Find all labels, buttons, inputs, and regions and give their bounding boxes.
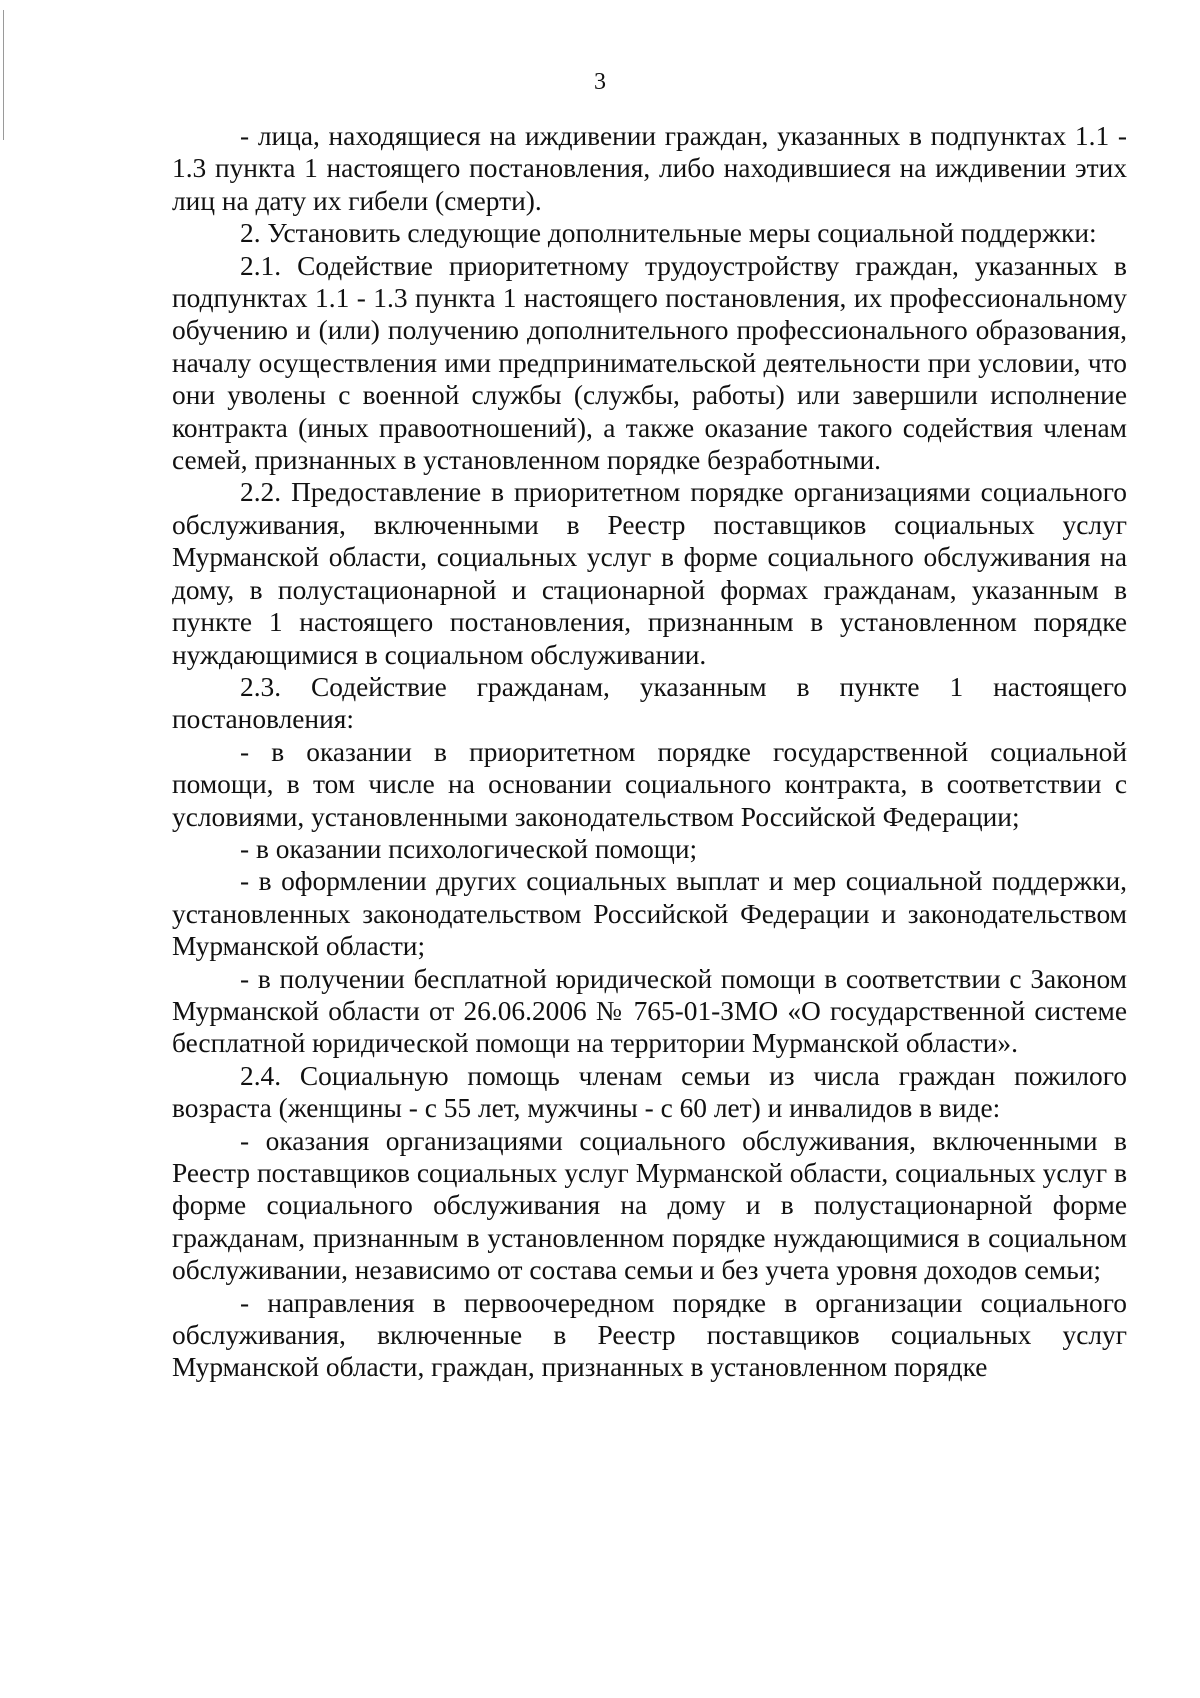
paragraph-2-1-employment: 2.1. Содействие приоритетному трудоустройству граждан, указанных в подпунктах 1.1 - 1.3 пункта 1 настоящего постановления, их профессиональному обучению и (или) получению дополнительного профессионального образования, началу осуществления ими предпринимательской деятельности при условии, что они уволены с военной службы (службы, работы) или завершили исполнение контракта (иных правоотношений), а также оказание такого содействия членам семей, признанных в установленном порядке безработными. [172, 250, 1127, 476]
paragraph-2-3-assistance: 2.3. Содействие гражданам, указанным в пункте 1 настоящего постановления: [172, 671, 1127, 735]
list-item-psychological-help: - в оказании психологической помощи; [240, 833, 698, 864]
paragraph-dependents: - лица, находящиеся на иждивении граждан, указанных в подпунктах 1.1 - 1.3 пункта 1 настоящего постановления, либо находившиеся на иждивении этих лиц на дату их гибели (смерти). [172, 121, 1127, 216]
paragraph-2-4-family-help: 2.4. Социальную помощь членам семьи из числа граждан пожилого возраста (женщины - с 55 лет, мужчины - с 60 лет) и инвалидов в виде: [172, 1060, 1127, 1124]
list-item-priority-referral: - направления в первоочередном порядке в организации социального обслуживания, включенные в Реестр поставщиков социальных услуг Мурманской области, граждан, признанных в установленном порядке [172, 1287, 1127, 1383]
list-item-home-service: - оказания организациями социального обслуживания, включенными в Реестр поставщиков социальных услуг Мурманской области, социальных услуг в форме социального обслуживания на дому и в полустационарной форме гражданам, признанным в установленном порядке нуждающимися в социальном обслуживании, независимо от состава семьи и без учета уровня доходов семьи; [172, 1125, 1127, 1286]
list-item-state-social-help: - в оказании в приоритетном порядке государственной социальной помощи, в том числе на основании социального контракта, в соответствии с условиями, установленными законодательством Российской Федерации; [172, 736, 1127, 832]
document-body [172, 120, 1127, 1384]
list-item-legal-help: - в получении бесплатной юридической помощи в соответствии с Законом Мурманской области от 26.06.2006 № 765-01-ЗМО «О государственной системе бесплатной юридической помощи на территории Мурманской области». [172, 963, 1127, 1059]
page-number: 3 [594, 69, 606, 95]
list-item-other-payments: - в оформлении других социальных выплат и мер социальной поддержки, установленных законодательством Российской Федерации и законодательством Мурманской области; [172, 866, 1127, 962]
paragraph-2-2-social-services: 2.2. Предоставление в приоритетном порядке организациями социального обслуживания, включенными в Реестр поставщиков социальных услуг Мурманской области, социальных услуг в форме социального обслуживания на дому, в полустационарной и стационарной формах гражданам, указанным в пункте 1 настоящего постановления, признанным в установленном порядке нуждающимися в социальном обслуживании. [172, 477, 1127, 670]
paragraph-2-measures: 2. Установить следующие дополнительные меры социальной поддержки: [240, 218, 1097, 249]
